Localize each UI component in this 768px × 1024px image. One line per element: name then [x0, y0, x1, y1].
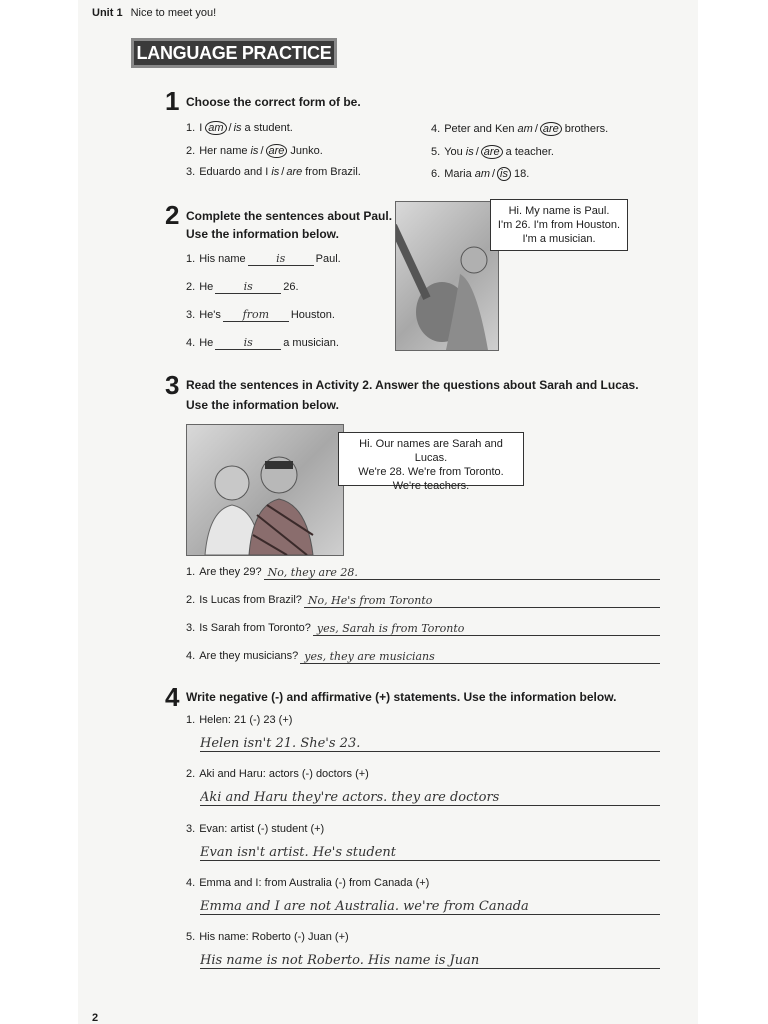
item-number: 2.	[186, 281, 196, 293]
exercise-4-number: 4	[165, 682, 180, 712]
answer-blank[interactable]: is	[215, 280, 281, 294]
option-separator: /	[260, 145, 264, 157]
answer-line[interactable]: No, He's from Toronto	[304, 594, 660, 608]
item-number: 1.	[186, 714, 196, 726]
exercise-2-number: 2	[165, 200, 180, 230]
workbook-page	[78, 0, 698, 1024]
option-1[interactable]: is	[465, 146, 474, 158]
couple-illustration	[187, 425, 343, 555]
item-number: 3.	[186, 823, 196, 835]
exercise-3-instruction-1: Read the sentences in Activity 2. Answer the questions about Sarah and Lucas.	[186, 378, 639, 392]
unit-title: Nice to meet you!	[130, 7, 217, 19]
item-number: 4.	[186, 877, 196, 889]
option-separator: /	[534, 123, 538, 135]
paul-guitar-photo	[395, 201, 499, 351]
option-separator: /	[228, 122, 232, 134]
prompt-text: Emma and I: from Australia (-) from Canada (+)	[199, 877, 430, 889]
answer-line[interactable]: No, they are 28.	[264, 566, 660, 580]
item-number: 1.	[186, 253, 196, 265]
item-number: 3.	[186, 622, 196, 634]
item-text: His name	[199, 253, 246, 265]
question-text: Are they 29?	[199, 566, 262, 578]
section-banner: LANGUAGE PRACTICE	[131, 38, 337, 68]
item-text: You	[444, 146, 463, 158]
option-1[interactable]: am	[205, 121, 226, 135]
option-separator: /	[281, 166, 285, 178]
question-text: Is Lucas from Brazil?	[199, 594, 302, 606]
answer-line[interactable]: Emma and I are not Australia. we're from Canada	[200, 899, 660, 915]
prompt-text: Aki and Haru: actors (-) doctors (+)	[199, 768, 369, 780]
item-number: 2.	[186, 145, 196, 157]
exercise-3-item	[186, 650, 660, 664]
exercise-4-prompt	[186, 768, 369, 780]
exercise-2-item	[186, 336, 339, 350]
item-number: 3.	[186, 309, 196, 321]
exercise-1-number: 1	[165, 86, 180, 116]
item-text: a musician.	[283, 337, 339, 349]
item-number: 3.	[186, 166, 196, 178]
question-text: Is Sarah from Toronto?	[199, 622, 311, 634]
item-text: He	[199, 337, 214, 349]
exercise-1-instruction: Choose the correct form of be.	[186, 95, 361, 109]
exercise-3-number: 3	[165, 370, 180, 400]
answer-line[interactable]: yes, they are musicians	[300, 650, 660, 664]
item-text: Peter and Ken	[444, 123, 515, 135]
prompt-text: Helen: 21 (-) 23 (+)	[199, 714, 293, 726]
item-text: a student.	[244, 122, 293, 134]
item-number: 1.	[186, 566, 196, 578]
item-text: Her name	[199, 145, 248, 157]
exercise-4-prompt	[186, 931, 349, 943]
exercise-3-instruction-2: Use the information below.	[186, 398, 339, 412]
item-number: 4.	[186, 337, 196, 349]
exercise-1-item	[431, 167, 529, 181]
option-2[interactable]: are	[266, 144, 288, 158]
paul-speech-bubble: Hi. My name is Paul. I'm 26. I'm from Houston. I'm a musician.	[490, 199, 628, 251]
exercise-2-item	[186, 308, 335, 322]
answer-blank[interactable]: is	[248, 252, 314, 266]
exercise-2-instruction-1: Complete the sentences about Paul.	[186, 209, 393, 223]
item-number: 2.	[186, 768, 196, 780]
exercise-1-item	[431, 145, 554, 159]
item-text: He	[199, 281, 214, 293]
item-text: a teacher.	[505, 146, 554, 158]
option-1[interactable]: am	[517, 123, 533, 135]
option-2[interactable]: is	[497, 167, 511, 181]
item-text: brothers.	[564, 123, 609, 135]
option-1[interactable]: is	[250, 145, 259, 157]
item-number: 1.	[186, 122, 196, 134]
exercise-3-item	[186, 622, 660, 636]
item-text: Paul.	[315, 253, 341, 265]
sarah-lucas-photo	[186, 424, 344, 556]
option-separator: /	[475, 146, 479, 158]
option-1[interactable]: am	[474, 168, 490, 180]
option-1[interactable]: is	[271, 166, 280, 178]
answer-line[interactable]: Evan isn't artist. He's student	[200, 845, 660, 861]
exercise-4-prompt	[186, 714, 292, 726]
question-text: Are they musicians?	[199, 650, 299, 662]
prompt-text: His name: Roberto (-) Juan (+)	[199, 931, 349, 943]
unit-label: Unit 1	[92, 7, 123, 19]
item-text: He's	[199, 309, 221, 321]
item-number: 5.	[186, 931, 196, 943]
item-text: Maria	[444, 168, 472, 180]
exercise-1-item	[186, 166, 361, 178]
answer-blank[interactable]: from	[223, 308, 289, 322]
item-text: Eduardo and I	[199, 166, 269, 178]
answer-blank[interactable]: is	[215, 336, 281, 350]
exercise-4-instruction: Write negative (-) and affirmative (+) statements. Use the information below.	[186, 690, 617, 704]
sarah-lucas-speech-bubble: Hi. Our names are Sarah and Lucas. We're 28. We're from Toronto. We're teachers.	[338, 432, 524, 486]
page-number: 2	[92, 1012, 99, 1024]
answer-line[interactable]: yes, Sarah is from Toronto	[313, 622, 660, 636]
exercise-1-item	[431, 122, 608, 136]
unit-header	[92, 7, 216, 19]
item-number: 5.	[431, 146, 441, 158]
prompt-text: Evan: artist (-) student (+)	[199, 823, 325, 835]
exercise-2-item	[186, 252, 341, 266]
exercise-1-item	[186, 144, 323, 158]
option-2[interactable]: are	[540, 122, 562, 136]
item-text: I	[199, 122, 203, 134]
exercise-3-item	[186, 566, 660, 580]
item-number: 6.	[431, 168, 441, 180]
answer-line[interactable]: Aki and Haru they're actors. they are doctors	[200, 790, 660, 806]
exercise-3-item	[186, 594, 660, 608]
exercise-2-instruction-2: Use the information below.	[186, 227, 339, 241]
option-2[interactable]: are	[481, 145, 503, 159]
option-2[interactable]: is	[233, 122, 242, 134]
answer-line[interactable]: His name is not Roberto. His name is Juan	[200, 953, 660, 969]
item-text: Houston.	[290, 309, 335, 321]
option-separator: /	[491, 168, 496, 180]
exercise-1-item	[186, 121, 293, 135]
answer-line[interactable]: Helen isn't 21. She's 23.	[200, 736, 660, 752]
exercise-4-prompt	[186, 877, 429, 889]
item-number: 4.	[431, 123, 441, 135]
item-number: 4.	[186, 650, 196, 662]
item-text: 18.	[514, 168, 530, 180]
guitar-player-illustration	[396, 202, 498, 350]
item-text: 26.	[283, 281, 299, 293]
exercise-2-item	[186, 280, 299, 294]
option-2[interactable]: are	[286, 166, 303, 178]
item-text: from Brazil.	[305, 166, 361, 178]
exercise-4-prompt	[186, 823, 324, 835]
item-text: Junko.	[290, 145, 323, 157]
item-number: 2.	[186, 594, 196, 606]
